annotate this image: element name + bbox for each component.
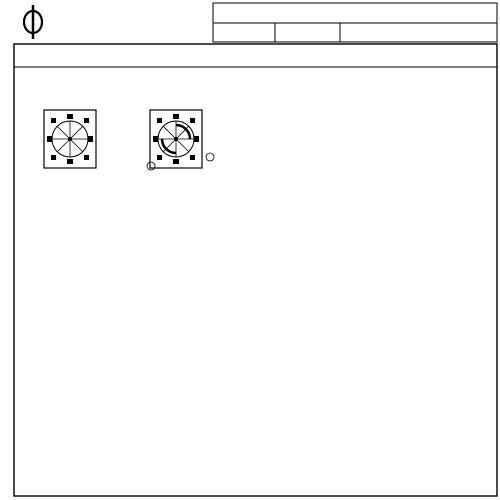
brand-logo <box>24 5 42 39</box>
switch-diagram-2 <box>147 110 214 170</box>
circled-terminal-icon <box>147 162 155 170</box>
circled-terminal-icon <box>206 153 214 161</box>
switch-diagram-1 <box>44 110 96 168</box>
table-frame <box>14 44 497 496</box>
